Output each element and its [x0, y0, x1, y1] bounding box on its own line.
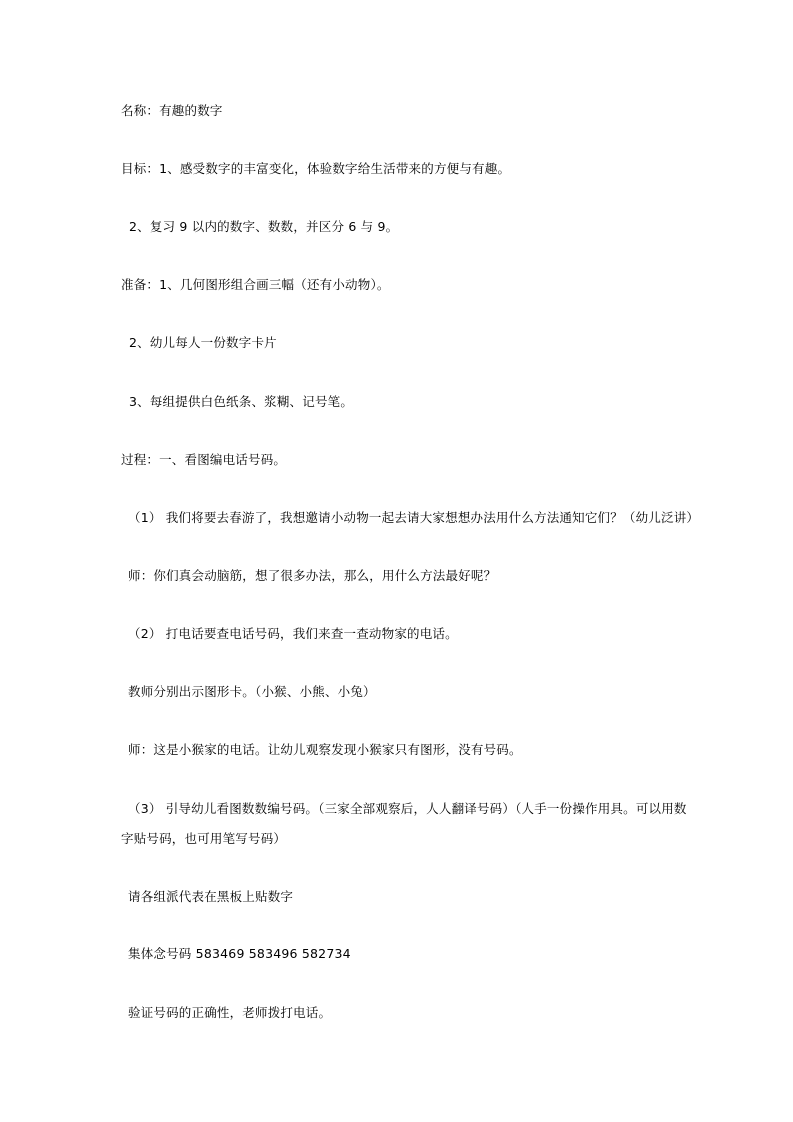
teacher-line-2: 师：这是小猴家的电话。让幼儿观察发现小猴家只有图形，没有号码。 — [128, 742, 522, 757]
process-heading: 过程：一、看图编电话号码。 — [121, 452, 287, 467]
step-2-paragraph: （2） 打电话要查电话号码，我们来查一查动物家的电话。 — [128, 626, 458, 641]
step-1-paragraph: （1） 我们将要去春游了，我想邀请小动物一起去请大家想想办法用什么方法通知它们？（幼儿泛讲） — [128, 510, 700, 525]
title-line: 名称：有趣的数字 — [121, 103, 223, 118]
prep-line-3: 3、每组提供白色纸条、浆糊、记号笔。 — [129, 394, 354, 409]
goal-line-1: 目标：1、感受数字的丰富变化，体验数字给生活带来的方便与有趣。 — [121, 161, 511, 176]
goal-line-2: 2、复习 9 以内的数字、数数，并区分 6 与 9。 — [129, 219, 399, 234]
step-3-paragraph-line-2: 字贴号码，也可用笔写号码） — [121, 831, 287, 846]
prep-line-2: 2、幼儿每人一份数字卡片 — [129, 335, 277, 350]
teacher-shows-cards: 教师分别出示图形卡。（小猴、小熊、小兔） — [128, 684, 376, 699]
read-numbers-line: 集体念号码 583469 583496 582734 — [128, 946, 351, 961]
prep-line-1: 准备：1、几何图形组合画三幅（还有小动物）。 — [121, 277, 390, 292]
step-3-paragraph-line-1: （3） 引导幼儿看图数数编号码。（三家全部观察后，人人翻译号码）（人手一份操作用具。可以用数 — [128, 801, 687, 816]
verify-line: 验证号码的正确性，老师拨打电话。 — [128, 1005, 332, 1020]
teacher-line-1: 师：你们真会动脑筋，想了很多办法，那么，用什么方法最好呢？ — [128, 568, 497, 583]
group-reps-line: 请各组派代表在黑板上贴数字 — [128, 889, 294, 904]
